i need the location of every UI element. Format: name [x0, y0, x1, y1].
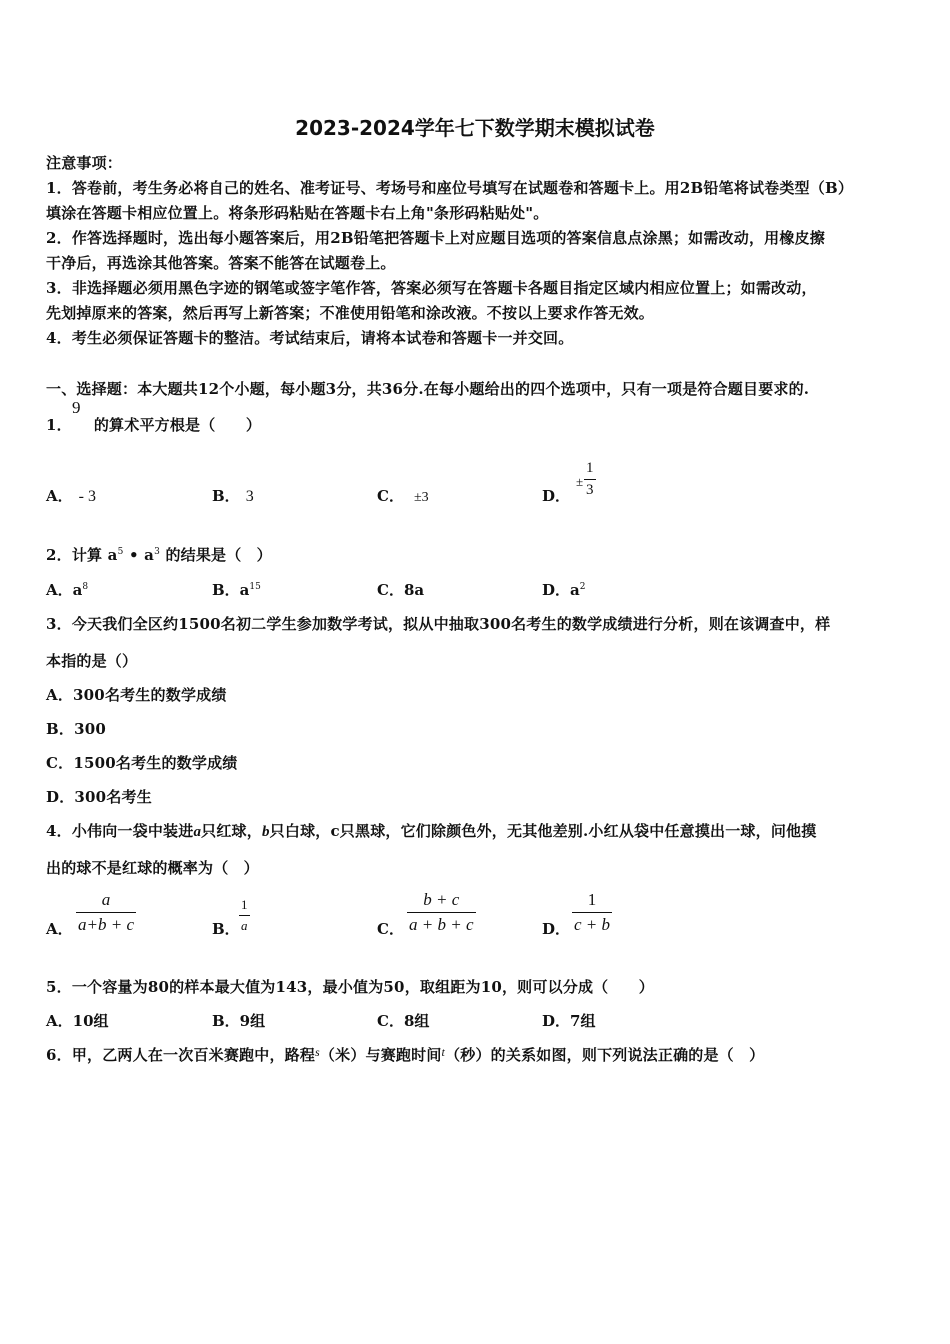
q3-option-b: B．300	[46, 720, 106, 738]
q4-option-b: B．	[212, 920, 240, 938]
q3-option-c: C．1500名考生的数学成绩	[46, 754, 238, 772]
q3-option-a: A．300名考生的数学成绩	[46, 686, 227, 704]
q4-a-fraction: $\frac{a}{a+b + c}$	[78, 890, 134, 934]
q1-option-b: B． 3	[212, 487, 254, 505]
q1-d-fraction: $\frac{1}{3}$	[586, 460, 594, 498]
q4-b-fraction: $\frac{1}{a}$	[241, 897, 248, 933]
q2-option-a: A．$a^8$	[46, 581, 89, 599]
question-6: 6．甲，乙两人在一次百米赛跑中，路程$^s$（米）与赛跑时间$^t$（秒）的关系如图，则下列说法正确的是（ ）	[46, 1045, 765, 1064]
notice-line: 1．答卷前，考生务必将自己的姓名、准考证号、考场号和座位号填写在试题卷和答题卡上。用2B铅笔将试卷类型（B）	[46, 179, 854, 197]
q5-option-d: D．7组	[542, 1012, 596, 1030]
notice-line: 先划掉原来的答案，然后再写上新答案；不准使用铅笔和涂改液。不按以上要求作答无效。	[46, 304, 655, 322]
q2-option-d: D．$a^2$	[542, 581, 586, 599]
q1-option-a: A． - 3	[46, 487, 96, 505]
q5-option-b: B．9组	[212, 1012, 266, 1030]
section-heading: 一、选择题：本大题共12个小题，每小题3分，共36分.在每小题给出的四个选项中，只有一项是符合题目要求的.	[46, 380, 810, 398]
notice-line: 2．作答选择题时，选出每小题答案后，用2B铅笔把答题卡上对应题目选项的答案信息点涂黑；如需改动，用橡皮擦	[46, 229, 825, 247]
page-title: 2023-2024学年七下数学期末模拟试卷	[295, 116, 655, 140]
q1-d-plusminus: ±	[576, 474, 584, 489]
notice-line: 4．考生必须保证答题卡的整洁。考试结束后，请将本试卷和答题卡一并交回。	[46, 329, 574, 347]
q4-option-c: C．	[377, 920, 404, 938]
q4-option-d: D．	[542, 920, 571, 938]
q2-option-b: B．$a^{15}$	[212, 581, 261, 599]
question-3-line1: 3．今天我们全区约1500名初二学生参加数学考试，拟从中抽取300名考生的数学成绩进行分析，则在该调查中，样	[46, 615, 831, 633]
notice-heading: 注意事项：	[46, 154, 123, 172]
q1-radicand: 9	[72, 398, 81, 417]
question-4-line1: 4．小伟向一袋中装进a只红球，b只白球，c只黑球，它们除颜色外，无其他差别.小红从袋中任意摸出一球，问他摸	[46, 822, 817, 840]
q4-c-fraction: $\frac{b + c}{a + b + c}$	[409, 890, 474, 934]
question-2: 2．计算 $a^5$ • $a^3$ 的结果是（ ）	[46, 546, 272, 564]
q1-option-c: C． ±3	[377, 487, 429, 505]
q5-option-a: A．10组	[46, 1012, 109, 1030]
notice-line: 干净后，再选涂其他答案。答案不能答在试题卷上。	[46, 254, 396, 272]
question-3-line2: 本指的是（）	[46, 652, 138, 670]
q4-option-a: A．	[46, 920, 73, 938]
question-5: 5．一个容量为80的样本最大值为143，最小值为50，取组距为10，则可以分成（ ）	[46, 978, 654, 996]
question-4-line2: 出的球不是红球的概率为（ ）	[46, 859, 259, 877]
notice-line: 填涂在答题卡相应位置上。将条形码粘贴在答题卡右上角"条形码粘贴处"。	[46, 204, 549, 222]
q2-option-c: C．8a	[377, 581, 425, 599]
notice-line: 3．非选择题必须用黑色字迹的钢笔或签字笔作答，答案必须写在答题卡各题目指定区域内相应位置上；如需改动，	[46, 279, 817, 297]
q1-number: 1．	[46, 416, 72, 434]
q4-d-fraction: $\frac{1}{c + b}$	[574, 890, 611, 934]
q1-option-d: D．	[542, 487, 571, 505]
q3-option-d: D．300名考生	[46, 788, 152, 806]
q5-option-c: C．8组	[377, 1012, 430, 1030]
q1-text: 的算术平方根是（ ）	[93, 416, 262, 434]
